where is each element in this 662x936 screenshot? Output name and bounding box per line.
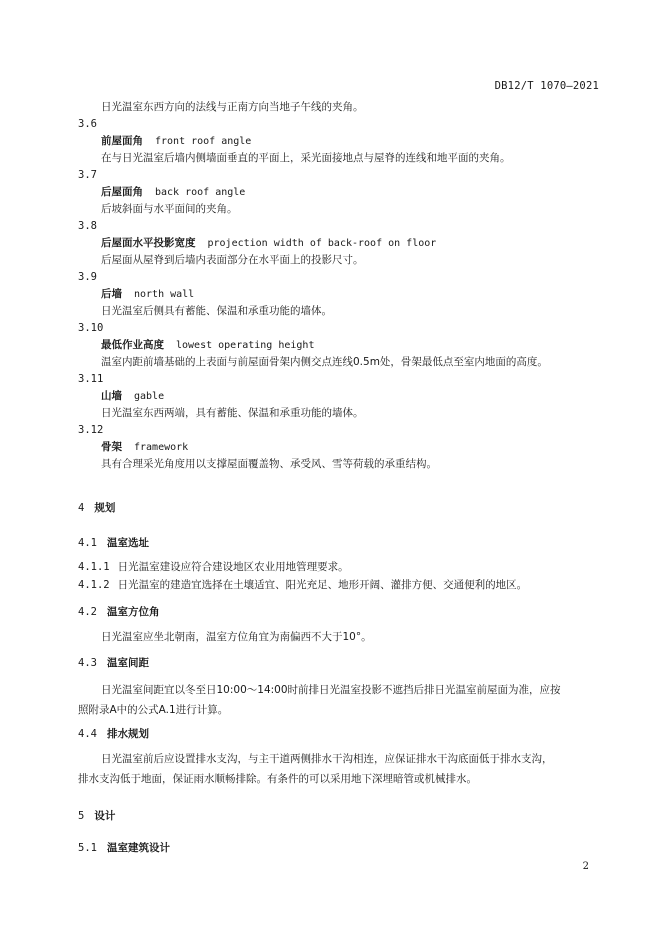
page-number: 2 (582, 861, 589, 872)
term-number: 3.7 (78, 169, 97, 181)
section-title: 排水规划 (106, 728, 149, 740)
section-title: 设计 (94, 810, 116, 822)
section-5-1-heading (78, 840, 170, 855)
clause-text: 日光温室的建造宜选择在土壤适宜、阳光充足、地形开阔、灌排方便、交通便利的地区。 (117, 579, 528, 591)
term-cn: 最低作业高度 (101, 339, 164, 351)
section-4-3-text (78, 680, 608, 720)
term-definition: 日光温室后侧具有蓄能、保温和承重功能的墙体。 (101, 305, 332, 317)
term-number: 3.9 (78, 271, 97, 283)
section-title: 温室间距 (106, 657, 149, 669)
term-3-12 (78, 422, 608, 473)
intro-definition-line: 日光温室东西方向的法线与正南方向当地子午线的夹角。 (101, 101, 364, 113)
term-cn: 后墙 (101, 288, 122, 300)
paragraph-line: 日光温室前后应设置排水支沟，与主干道两侧排水干沟相连，应保证排水干沟底面低于排水支沟， (101, 753, 553, 765)
term-3-11 (78, 371, 608, 422)
section-4-4-heading (78, 726, 149, 741)
term-definition: 后屋面从屋脊到后墙内表面部分在水平面上的投影尺寸。 (101, 254, 364, 266)
term-en: gable (134, 391, 165, 402)
term-3-8 (78, 218, 608, 269)
clause-4-1-1 (78, 559, 349, 574)
section-number: 4.3 (78, 657, 97, 669)
section-number: 4.1 (78, 537, 97, 549)
section-4-2-text (78, 627, 608, 647)
section-number: 4.4 (78, 728, 97, 740)
term-definition: 具有合理采光角度用以支撑屋面覆盖物、承受风、雪等荷载的承重结构。 (101, 458, 437, 470)
term-cn: 后屋面角 (101, 186, 143, 198)
clause-4-1-2 (78, 577, 527, 592)
term-3-9 (78, 269, 608, 320)
section-4-1-heading (78, 535, 149, 550)
clause-number: 4.1.1 (78, 561, 110, 573)
paragraph-line: 日光温室间距宜以冬至日10:00～14:00时前排日光温室投影不遮挡后排日光温室前屋面为准，应按 (101, 684, 561, 696)
term-3-10 (78, 320, 608, 371)
term-cn: 后屋面水平投影宽度 (101, 237, 196, 249)
section-4-4-text (78, 749, 608, 789)
clause-text: 日光温室建设应符合建设地区农业用地管理要求。 (117, 561, 349, 573)
section-4-2-heading (78, 604, 159, 619)
terms-block (78, 99, 608, 473)
term-en: framework (134, 442, 189, 453)
paragraph-line: 照附录A中的公式A.1进行计算。 (78, 704, 229, 716)
term-en: lowest operating height (176, 340, 315, 351)
clause-number: 4.1.2 (78, 579, 110, 591)
section-4-heading (78, 500, 115, 515)
term-cn: 骨架 (101, 441, 122, 453)
term-en: front roof angle (155, 136, 252, 147)
section-title: 温室选址 (106, 537, 149, 549)
paragraph-line: 日光温室应坐北朝南，温室方位角宜为南偏西不大于10°。 (101, 631, 372, 643)
term-definition: 后坡斜面与水平面间的夹角。 (101, 203, 238, 215)
term-number: 3.12 (78, 424, 104, 436)
document-id-header: DB12/T 1070—2021 (494, 80, 599, 92)
term-en: north wall (134, 289, 195, 300)
section-title: 规划 (94, 502, 116, 514)
section-number: 4 (78, 502, 85, 514)
term-cn: 山墙 (101, 390, 122, 402)
term-en: projection width of back-roof on floor (207, 238, 437, 249)
paragraph-line: 排水支沟低于地面，保证雨水顺畅排除。有条件的可以采用地下深埋暗管或机械排水。 (78, 773, 477, 785)
term-definition: 日光温室东西两端，具有蓄能、保温和承重功能的墙体。 (101, 407, 364, 419)
section-title: 温室建筑设计 (106, 842, 170, 854)
section-title: 温室方位角 (106, 606, 160, 618)
term-3-7 (78, 167, 608, 218)
term-3-6 (78, 116, 608, 167)
term-en: back roof angle (155, 187, 246, 198)
term-number: 3.6 (78, 118, 97, 130)
section-number: 5.1 (78, 842, 97, 854)
section-4-3-heading (78, 655, 149, 670)
term-number: 3.11 (78, 373, 104, 385)
term-definition: 在与日光温室后墙内侧墙面垂直的平面上，采光面接地点与屋脊的连线和地平面的夹角。 (101, 152, 511, 164)
term-definition: 温室内距前墙基础的上表面与前屋面骨架内侧交点连线0.5m处，骨架最低点至室内地面的高度。 (101, 356, 548, 368)
term-number: 3.10 (78, 322, 104, 334)
section-number: 5 (78, 810, 85, 822)
section-number: 4.2 (78, 606, 97, 618)
term-number: 3.8 (78, 220, 97, 232)
term-cn: 前屋面角 (101, 135, 143, 147)
section-5-heading (78, 808, 115, 823)
